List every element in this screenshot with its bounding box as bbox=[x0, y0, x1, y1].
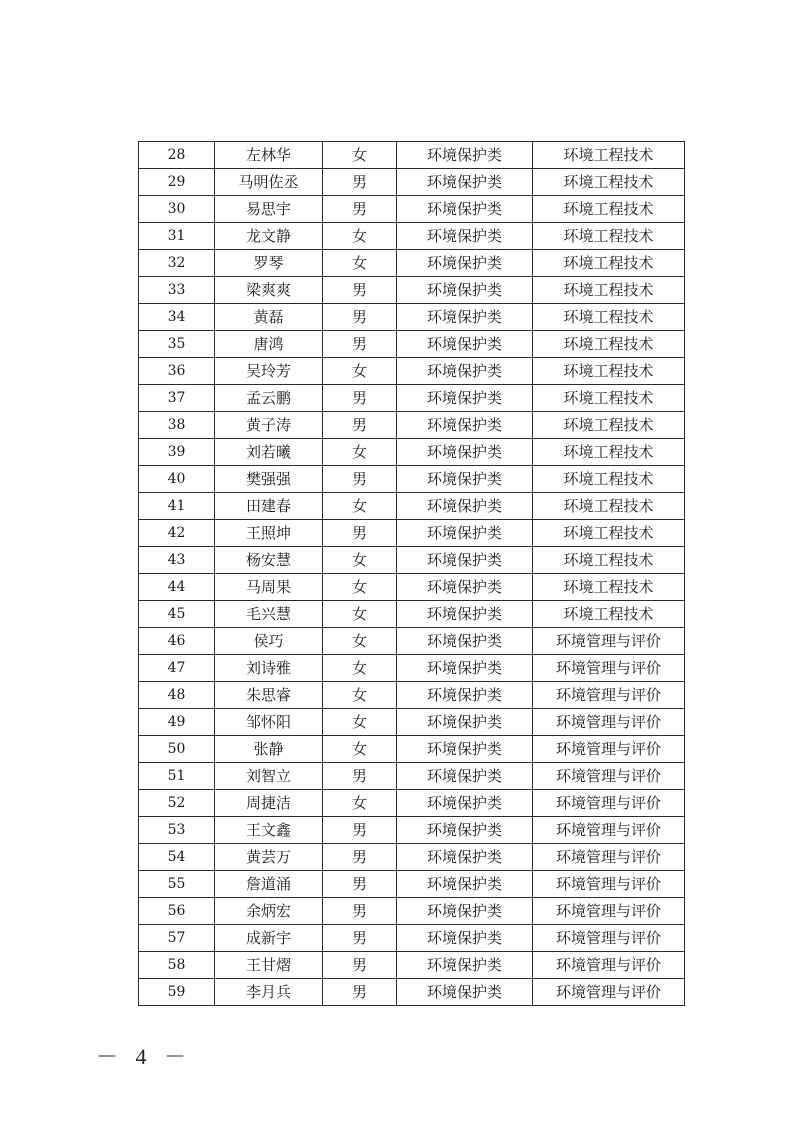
row-number-cell: 47 bbox=[139, 655, 215, 682]
row-number-cell: 30 bbox=[139, 196, 215, 223]
name-cell: 王照坤 bbox=[215, 520, 323, 547]
major-cell: 环境工程技术 bbox=[533, 412, 685, 439]
name-cell: 龙文静 bbox=[215, 223, 323, 250]
table-row bbox=[139, 358, 685, 385]
category-cell: 环境保护类 bbox=[397, 169, 533, 196]
gender-cell: 男 bbox=[323, 412, 397, 439]
gender-cell: 男 bbox=[323, 979, 397, 1006]
major-cell: 环境工程技术 bbox=[533, 223, 685, 250]
gender-cell: 男 bbox=[323, 763, 397, 790]
table-row bbox=[139, 925, 685, 952]
row-number-cell: 51 bbox=[139, 763, 215, 790]
name-cell: 杨安慧 bbox=[215, 547, 323, 574]
category-cell: 环境保护类 bbox=[397, 439, 533, 466]
table-row bbox=[139, 898, 685, 925]
major-cell: 环境工程技术 bbox=[533, 358, 685, 385]
major-cell: 环境管理与评价 bbox=[533, 817, 685, 844]
table-row bbox=[139, 952, 685, 979]
name-cell: 王文鑫 bbox=[215, 817, 323, 844]
major-cell: 环境工程技术 bbox=[533, 304, 685, 331]
gender-cell: 女 bbox=[323, 439, 397, 466]
table-row bbox=[139, 682, 685, 709]
major-cell: 环境管理与评价 bbox=[533, 736, 685, 763]
name-cell: 王甘熠 bbox=[215, 952, 323, 979]
gender-cell: 男 bbox=[323, 817, 397, 844]
gender-cell: 女 bbox=[323, 736, 397, 763]
name-cell: 朱思睿 bbox=[215, 682, 323, 709]
row-number-cell: 37 bbox=[139, 385, 215, 412]
category-cell: 环境保护类 bbox=[397, 925, 533, 952]
gender-cell: 男 bbox=[323, 952, 397, 979]
gender-cell: 男 bbox=[323, 304, 397, 331]
gender-cell: 女 bbox=[323, 655, 397, 682]
category-cell: 环境保护类 bbox=[397, 520, 533, 547]
major-cell: 环境工程技术 bbox=[533, 142, 685, 169]
name-cell: 樊强强 bbox=[215, 466, 323, 493]
table-row bbox=[139, 844, 685, 871]
name-cell: 黄磊 bbox=[215, 304, 323, 331]
gender-cell: 男 bbox=[323, 520, 397, 547]
roster-table-body bbox=[139, 142, 685, 1006]
gender-cell: 男 bbox=[323, 871, 397, 898]
category-cell: 环境保护类 bbox=[397, 223, 533, 250]
row-number-cell: 43 bbox=[139, 547, 215, 574]
major-cell: 环境工程技术 bbox=[533, 466, 685, 493]
major-cell: 环境管理与评价 bbox=[533, 952, 685, 979]
table-row bbox=[139, 196, 685, 223]
row-number-cell: 52 bbox=[139, 790, 215, 817]
name-cell: 张静 bbox=[215, 736, 323, 763]
gender-cell: 男 bbox=[323, 385, 397, 412]
row-number-cell: 54 bbox=[139, 844, 215, 871]
row-number-cell: 46 bbox=[139, 628, 215, 655]
name-cell: 唐鸿 bbox=[215, 331, 323, 358]
major-cell: 环境工程技术 bbox=[533, 331, 685, 358]
category-cell: 环境保护类 bbox=[397, 493, 533, 520]
name-cell: 毛兴慧 bbox=[215, 601, 323, 628]
name-cell: 易思宇 bbox=[215, 196, 323, 223]
major-cell: 环境工程技术 bbox=[533, 169, 685, 196]
major-cell: 环境工程技术 bbox=[533, 601, 685, 628]
major-cell: 环境管理与评价 bbox=[533, 655, 685, 682]
category-cell: 环境保护类 bbox=[397, 304, 533, 331]
table-row bbox=[139, 736, 685, 763]
category-cell: 环境保护类 bbox=[397, 358, 533, 385]
category-cell: 环境保护类 bbox=[397, 763, 533, 790]
category-cell: 环境保护类 bbox=[397, 331, 533, 358]
gender-cell: 男 bbox=[323, 277, 397, 304]
table-row bbox=[139, 628, 685, 655]
name-cell: 刘智立 bbox=[215, 763, 323, 790]
gender-cell: 男 bbox=[323, 844, 397, 871]
name-cell: 田建春 bbox=[215, 493, 323, 520]
row-number-cell: 32 bbox=[139, 250, 215, 277]
name-cell: 黄子涛 bbox=[215, 412, 323, 439]
name-cell: 马周果 bbox=[215, 574, 323, 601]
major-cell: 环境管理与评价 bbox=[533, 763, 685, 790]
gender-cell: 女 bbox=[323, 574, 397, 601]
category-cell: 环境保护类 bbox=[397, 682, 533, 709]
name-cell: 黄芸万 bbox=[215, 844, 323, 871]
category-cell: 环境保护类 bbox=[397, 790, 533, 817]
name-cell: 梁爽爽 bbox=[215, 277, 323, 304]
category-cell: 环境保护类 bbox=[397, 871, 533, 898]
category-cell: 环境保护类 bbox=[397, 952, 533, 979]
category-cell: 环境保护类 bbox=[397, 898, 533, 925]
name-cell: 吴玲芳 bbox=[215, 358, 323, 385]
gender-cell: 女 bbox=[323, 223, 397, 250]
row-number-cell: 36 bbox=[139, 358, 215, 385]
major-cell: 环境工程技术 bbox=[533, 520, 685, 547]
row-number-cell: 42 bbox=[139, 520, 215, 547]
major-cell: 环境管理与评价 bbox=[533, 709, 685, 736]
table-row bbox=[139, 142, 685, 169]
page-number: － 4 － bbox=[96, 1044, 193, 1069]
category-cell: 环境保护类 bbox=[397, 250, 533, 277]
category-cell: 环境保护类 bbox=[397, 277, 533, 304]
category-cell: 环境保护类 bbox=[397, 466, 533, 493]
table-row bbox=[139, 979, 685, 1006]
major-cell: 环境工程技术 bbox=[533, 547, 685, 574]
gender-cell: 女 bbox=[323, 547, 397, 574]
table-row bbox=[139, 709, 685, 736]
category-cell: 环境保护类 bbox=[397, 979, 533, 1006]
gender-cell: 男 bbox=[323, 331, 397, 358]
table-row bbox=[139, 547, 685, 574]
name-cell: 詹道涌 bbox=[215, 871, 323, 898]
category-cell: 环境保护类 bbox=[397, 574, 533, 601]
table-row bbox=[139, 439, 685, 466]
row-number-cell: 38 bbox=[139, 412, 215, 439]
row-number-cell: 29 bbox=[139, 169, 215, 196]
name-cell: 周捷洁 bbox=[215, 790, 323, 817]
table-row bbox=[139, 574, 685, 601]
table-row bbox=[139, 304, 685, 331]
row-number-cell: 59 bbox=[139, 979, 215, 1006]
gender-cell: 女 bbox=[323, 709, 397, 736]
major-cell: 环境管理与评价 bbox=[533, 682, 685, 709]
major-cell: 环境管理与评价 bbox=[533, 925, 685, 952]
name-cell: 马明佐丞 bbox=[215, 169, 323, 196]
table-row bbox=[139, 871, 685, 898]
gender-cell: 女 bbox=[323, 250, 397, 277]
major-cell: 环境管理与评价 bbox=[533, 790, 685, 817]
table-row bbox=[139, 601, 685, 628]
major-cell: 环境管理与评价 bbox=[533, 979, 685, 1006]
major-cell: 环境工程技术 bbox=[533, 196, 685, 223]
gender-cell: 女 bbox=[323, 493, 397, 520]
name-cell: 成新宇 bbox=[215, 925, 323, 952]
row-number-cell: 39 bbox=[139, 439, 215, 466]
row-number-cell: 44 bbox=[139, 574, 215, 601]
category-cell: 环境保护类 bbox=[397, 385, 533, 412]
category-cell: 环境保护类 bbox=[397, 736, 533, 763]
category-cell: 环境保护类 bbox=[397, 628, 533, 655]
table-row bbox=[139, 493, 685, 520]
row-number-cell: 48 bbox=[139, 682, 215, 709]
table-row bbox=[139, 277, 685, 304]
major-cell: 环境工程技术 bbox=[533, 493, 685, 520]
category-cell: 环境保护类 bbox=[397, 142, 533, 169]
name-cell: 孟云鹏 bbox=[215, 385, 323, 412]
gender-cell: 男 bbox=[323, 898, 397, 925]
row-number-cell: 53 bbox=[139, 817, 215, 844]
major-cell: 环境工程技术 bbox=[533, 277, 685, 304]
row-number-cell: 45 bbox=[139, 601, 215, 628]
table-row bbox=[139, 520, 685, 547]
row-number-cell: 35 bbox=[139, 331, 215, 358]
gender-cell: 男 bbox=[323, 925, 397, 952]
row-number-cell: 31 bbox=[139, 223, 215, 250]
major-cell: 环境管理与评价 bbox=[533, 871, 685, 898]
category-cell: 环境保护类 bbox=[397, 655, 533, 682]
row-number-cell: 49 bbox=[139, 709, 215, 736]
table-row bbox=[139, 655, 685, 682]
major-cell: 环境管理与评价 bbox=[533, 898, 685, 925]
row-number-cell: 50 bbox=[139, 736, 215, 763]
category-cell: 环境保护类 bbox=[397, 547, 533, 574]
gender-cell: 男 bbox=[323, 196, 397, 223]
table-row bbox=[139, 385, 685, 412]
category-cell: 环境保护类 bbox=[397, 817, 533, 844]
name-cell: 刘若曦 bbox=[215, 439, 323, 466]
table-row bbox=[139, 412, 685, 439]
gender-cell: 男 bbox=[323, 169, 397, 196]
major-cell: 环境工程技术 bbox=[533, 250, 685, 277]
table-row bbox=[139, 763, 685, 790]
table-row bbox=[139, 331, 685, 358]
major-cell: 环境管理与评价 bbox=[533, 628, 685, 655]
row-number-cell: 33 bbox=[139, 277, 215, 304]
gender-cell: 女 bbox=[323, 601, 397, 628]
row-number-cell: 40 bbox=[139, 466, 215, 493]
gender-cell: 女 bbox=[323, 682, 397, 709]
category-cell: 环境保护类 bbox=[397, 709, 533, 736]
name-cell: 左林华 bbox=[215, 142, 323, 169]
row-number-cell: 34 bbox=[139, 304, 215, 331]
table-row bbox=[139, 223, 685, 250]
table-row bbox=[139, 790, 685, 817]
name-cell: 余炳宏 bbox=[215, 898, 323, 925]
gender-cell: 女 bbox=[323, 142, 397, 169]
name-cell: 罗琴 bbox=[215, 250, 323, 277]
row-number-cell: 58 bbox=[139, 952, 215, 979]
table-row bbox=[139, 169, 685, 196]
table-row bbox=[139, 817, 685, 844]
name-cell: 刘诗雅 bbox=[215, 655, 323, 682]
gender-cell: 女 bbox=[323, 358, 397, 385]
row-number-cell: 41 bbox=[139, 493, 215, 520]
major-cell: 环境工程技术 bbox=[533, 574, 685, 601]
name-cell: 邹怀阳 bbox=[215, 709, 323, 736]
row-number-cell: 57 bbox=[139, 925, 215, 952]
category-cell: 环境保护类 bbox=[397, 844, 533, 871]
table-row bbox=[139, 466, 685, 493]
gender-cell: 女 bbox=[323, 790, 397, 817]
table-row bbox=[139, 250, 685, 277]
row-number-cell: 28 bbox=[139, 142, 215, 169]
name-cell: 李月兵 bbox=[215, 979, 323, 1006]
row-number-cell: 56 bbox=[139, 898, 215, 925]
major-cell: 环境工程技术 bbox=[533, 439, 685, 466]
category-cell: 环境保护类 bbox=[397, 601, 533, 628]
category-cell: 环境保护类 bbox=[397, 412, 533, 439]
major-cell: 环境管理与评价 bbox=[533, 844, 685, 871]
row-number-cell: 55 bbox=[139, 871, 215, 898]
gender-cell: 男 bbox=[323, 466, 397, 493]
major-cell: 环境工程技术 bbox=[533, 385, 685, 412]
name-cell: 侯巧 bbox=[215, 628, 323, 655]
gender-cell: 女 bbox=[323, 628, 397, 655]
category-cell: 环境保护类 bbox=[397, 196, 533, 223]
student-roster-table bbox=[138, 141, 685, 1006]
